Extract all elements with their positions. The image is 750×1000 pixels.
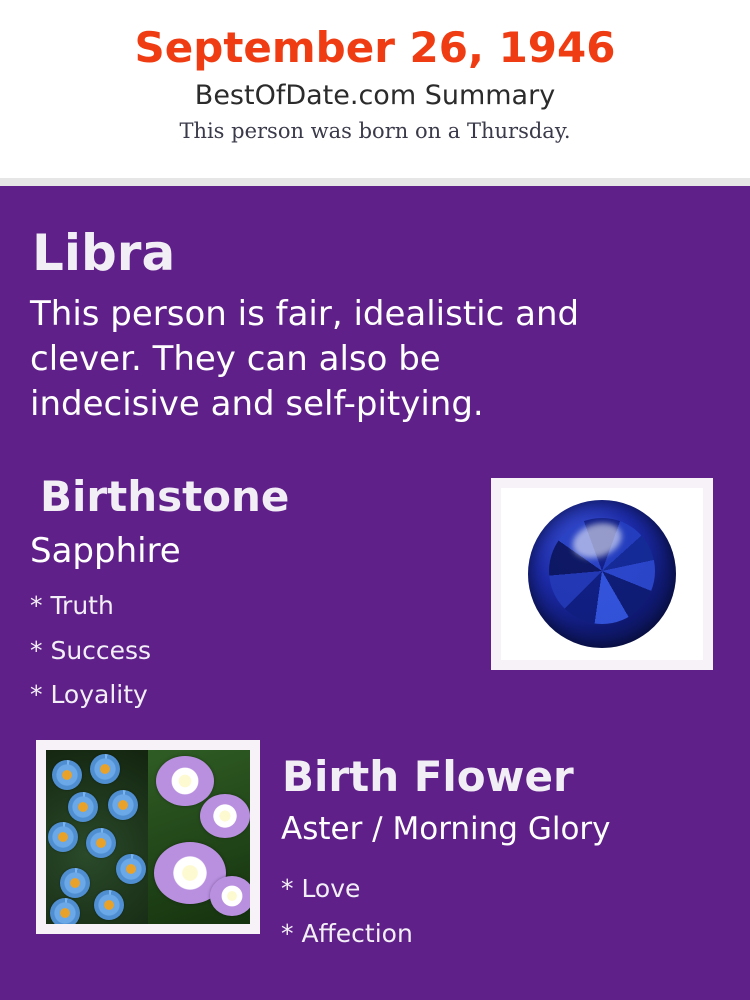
aster-morning-glory-icon <box>46 750 250 924</box>
card-body <box>0 186 750 1000</box>
zodiac-description: This person is fair, idealistic and clever. They can also be indecisive and self-pitying. <box>30 294 580 424</box>
gem-shape <box>528 500 676 648</box>
sapphire-gem-icon <box>501 488 703 660</box>
list-item: * Success <box>30 635 152 665</box>
list-item: * Loyality <box>30 680 148 709</box>
morning-glory-photo-half <box>148 750 250 924</box>
site-summary-label: BestOfDate.com Summary <box>194 80 556 112</box>
card-header <box>0 0 750 178</box>
birthstone-name: Sapphire <box>30 531 181 571</box>
list-item: * Love <box>281 874 361 903</box>
birth-flower-image-frame <box>36 740 260 934</box>
birth-flower-name: Aster / Morning Glory <box>281 811 611 847</box>
birth-flower-heading: Birth Flower <box>282 752 574 801</box>
header-divider <box>0 178 750 186</box>
born-day-note: This person was born on a Thursday. <box>179 119 571 144</box>
page-title: September 26, 1946 <box>134 23 616 72</box>
list-item: * Truth <box>30 591 114 620</box>
list-item: * Affection <box>281 919 413 948</box>
birthstone-image-frame <box>491 478 713 670</box>
zodiac-sign-title: Libra <box>32 224 176 282</box>
aster-photo-half <box>46 750 148 924</box>
birth-flower-traits <box>281 866 413 956</box>
birthstone-traits <box>30 584 151 718</box>
birthstone-heading: Birthstone <box>40 472 290 521</box>
